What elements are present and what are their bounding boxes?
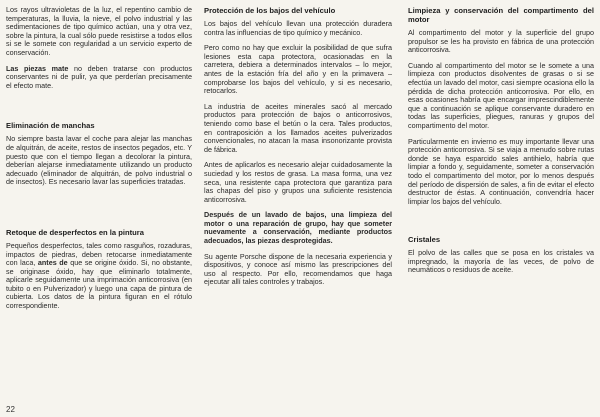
paint-touchup-bold: antes de — [37, 258, 68, 268]
page-number: 22 — [6, 405, 15, 414]
heading-paint-touchup: Retoque de desperfectos en la pintura — [6, 227, 144, 237]
underbody-paragraph-4: Antes de aplicarlos es necesario alejar cuidadosamente la suciedad y los restos de grasa. La masa forma, una vez seca, una resistente capa protectora que garantiza para las chapas del piso y grupos una suficiente resistencia anticorrosiva. — [204, 160, 392, 204]
engine-paragraph-2: Cuando al compartimento del motor se le somete a una limpieza con productos disolventes de grasas o si se efectúa un lavado del motor, casi siempre ocasiona ello la pérdida de dicha protección anticorrosiva. Por ello, en esas ocasiones habría que encargar imprescindiblemente que a continuación se aplique conservante duradero en todas las superficies, pliegues, ranuras y grupos del compartimento del motor. — [408, 60, 594, 130]
engine-paragraph-3: Particularmente en invierno es muy importante llevar una protección anticorrosiva. Si se viaja a menudo sobre rutas donde se haya esparcido sales antihielo, habría que limpiar a fondo y, seguidamente, someter a conservación todo el compartimento del motor, por lo menos después del período de dispersión de sales, a fin de evitar el efecto destructor de éstas. A continuación, convendría hacer limpiar los bajos del vehículo. — [408, 136, 594, 206]
spacer — [6, 194, 192, 228]
matte-parts-bold: Las piezas mate — [6, 63, 69, 73]
underbody-warning-paragraph — [204, 211, 392, 245]
matte-parts-text: no deben tratarse con productos conservantes ni de pulir, ya que perderían precisamente el efecto mate. — [6, 63, 192, 90]
column-left — [6, 6, 192, 318]
spacer — [408, 213, 594, 235]
stain-removal-paragraph: No siempre basta lavar el coche para alejar las manchas de alquitrán, de aceite, restos de insectos pegados, etc. Y puesto que con el tiempo llegan a decolorar la pintura, deberían alejarse inmediatamente utilizando un producto adecuado (eliminador de alquitrán, de polvo industrial o de insectos). Es necesario lavar las superficies tratadas. — [6, 134, 192, 187]
paint-touchup-paragraph — [6, 242, 192, 311]
heading-underbody-protection: Protección de los bajos del vehículo — [204, 6, 336, 15]
heading-stain-removal: Eliminación de manchas — [6, 121, 95, 131]
underbody-paragraph-2: Pero como no hay que excluir la posibilidad de que sufra lesiones esta capa protectora, ocasionadas en la carretera, debiera a determinados intervalos – lo mejor, antes de la estación fría del año y en la primavera – comprobarse los bajos del vehículo, y si es necesario, retocarlos. — [204, 43, 392, 96]
windows-paragraph: El polvo de las calles que se posa en los cristales va impregnado, la mayoría de las veces, de polvo de neumáticos o residuos de aceite. — [408, 248, 594, 275]
paint-touchup-text-a: Pequeños desperfectos, tales como rasguños, rozaduras, impactos de piedras, deben retocarse inmediatamente con laca, — [6, 240, 192, 268]
spacer — [6, 97, 192, 121]
column-right — [408, 6, 594, 282]
heading-windows: Cristales — [408, 235, 441, 245]
paint-touchup-text-b: que se origine óxido. Si, no obstante, se originase óxido, hay que eliminarlo totalmente, aplicarle seguidamente una imprimación anticorrosiva (en tubito o en Pulverizador) y luego una capa de pintura de cubierta. Los datos de la pintura figuran en el rótulo correspondiente. — [6, 258, 192, 311]
intro-paragraph: Los rayos ultravioletas de la luz, el repentino cambio de temperaturas, la lluvia, la nieve, el polvo industrial y las sedimentaciones de tipo químico actúan, una y otra vez, sobre la pintura, la cual sólo puede resistirse a todos ellos si se le somete con regularidad a un servicio experto de conservación. — [6, 5, 192, 57]
underbody-paragraph-6: Su agente Porsche dispone de la necesaria experiencia y dispositivos, y conoce así mismo las prescripciones del uso al respecto. Por ello, recomendamos que haga ejecutar allí tales controles y trabajos. — [204, 251, 392, 287]
underbody-warning-bold: Después de un lavado de bajos, una limpieza del motor o una reparación de grupo, hay que someter nuevamente a conservación, mediante productos adecuados, las piezas desprotegidas. — [204, 210, 392, 246]
column-middle — [204, 6, 392, 294]
underbody-paragraph-1: Los bajos del vehículo llevan una protección duradera contra las influencias de tipo químico y mecánico. — [204, 19, 392, 37]
engine-paragraph-1: Al compartimento del motor y la superficie del grupo propulsor se les ha provisto en fábrica de una protección anticorrosiva. — [408, 28, 594, 55]
heading-engine-compartment: Limpieza y conservación del compartimento del motor — [408, 6, 594, 24]
matte-parts-paragraph — [6, 65, 192, 91]
underbody-paragraph-3: La industria de aceites minerales sacó al mercado productos para protección de bajos o anticorrosivos, teniendo como base el betún o la cera. Tales productos, en contraposición a los llamados aceites pulverizados convencionales, no atacan la masa insonorizante provista de fábrica. — [204, 101, 392, 154]
